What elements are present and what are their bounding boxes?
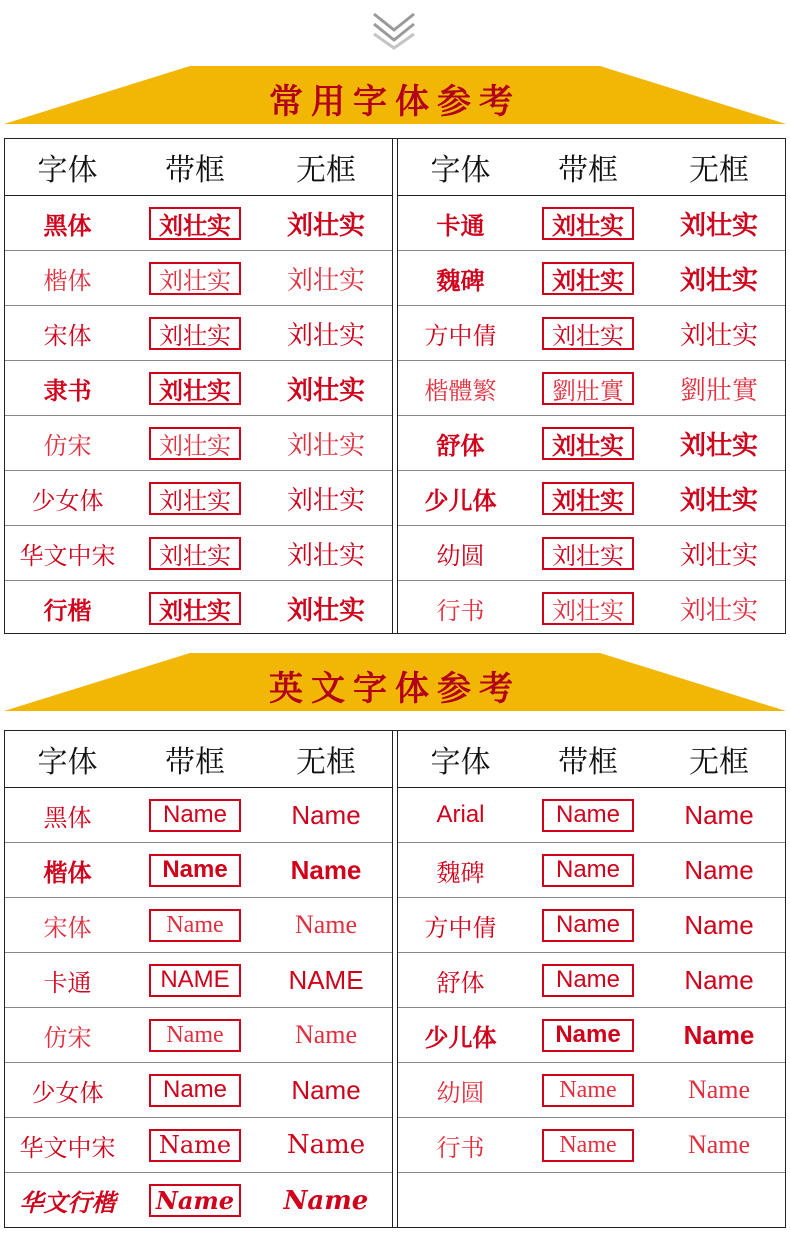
font-name: 方中倩 [424,914,497,942]
plain-sample-cell [653,361,785,415]
english-fonts-table [4,730,786,1228]
header-font: 字体 [37,745,98,780]
font-name: 楷体 [43,268,92,295]
boxed-sample-cell [523,1008,653,1062]
font-sample-row [398,1118,785,1173]
boxed-sample: Name [149,854,241,887]
font-name: 卡通 [436,212,485,240]
font-name-cell [5,788,130,842]
boxed-sample: Name [542,854,634,887]
plain-sample: Name [684,909,754,940]
font-sample-row [398,581,785,636]
boxed-sample: 刘壮实 [149,427,241,460]
boxed-sample: 刘壮实 [149,372,241,405]
font-sample-row [398,251,785,306]
plain-sample-cell [653,1118,785,1172]
plain-sample-cell [260,361,392,415]
font-name: 幼圆 [436,542,485,570]
font-sample-row [5,471,392,526]
boxed-sample-cell [523,953,653,1007]
boxed-sample-cell [523,581,653,636]
boxed-sample: 刘壮实 [149,537,241,570]
plain-sample-cell [653,581,785,636]
boxed-sample: 刘壮实 [542,207,634,240]
plain-sample: 刘壮实 [679,539,758,570]
plain-sample: 刘壮实 [679,596,758,625]
font-name: 舒体 [436,969,485,997]
plain-sample-cell [260,843,392,897]
boxed-sample-cell [523,196,653,250]
plain-sample-cell [653,1063,785,1117]
font-sample-row [398,1063,785,1118]
plain-sample-cell [653,526,785,580]
boxed-sample-cell [523,1063,653,1117]
font-name-cell [5,581,130,636]
plain-sample-cell [260,526,392,580]
font-name-cell [5,196,130,250]
font-sample-row [5,953,392,1008]
font-sample-row [5,361,392,416]
chinese-fonts-banner [0,64,790,126]
font-sample-row [5,788,392,843]
chinese-fonts-table [4,138,786,634]
header-plain: 无框 [296,745,356,780]
plain-sample: 刘壮实 [679,430,758,461]
boxed-sample-cell [523,526,653,580]
font-name-cell [398,306,523,360]
plain-sample: 刘壮实 [286,596,365,626]
plain-sample-cell [260,251,392,305]
font-name-cell [5,361,130,415]
header-plain: 无框 [689,153,749,188]
font-name: 黑体 [43,212,92,240]
plain-sample: Name [687,1075,751,1104]
header-font: 字体 [430,153,491,188]
boxed-sample: 刘壮实 [149,592,241,625]
english-table-right [398,731,785,1228]
plain-sample: 刘壮实 [286,484,365,515]
plain-sample-cell [653,788,785,842]
boxed-sample-cell [130,471,260,525]
chinese-fonts-title: 常用字体参考 [269,82,521,122]
chinese-table-left [5,139,392,636]
plain-sample-cell [653,196,785,250]
boxed-sample: Name [542,964,634,997]
english-fonts-banner [0,651,790,713]
font-sample-row [5,898,392,953]
double-chevron-down-icon [371,10,417,50]
plain-sample-cell [653,953,785,1007]
boxed-sample-cell [130,581,260,636]
font-name-cell [398,251,523,305]
plain-sample: 刘壮实 [679,319,758,350]
boxed-sample-cell [130,416,260,470]
font-name: 宋体 [43,915,92,942]
boxed-sample: 刘壮实 [149,207,241,240]
boxed-sample: Name [149,799,241,832]
boxed-sample: Name [149,1019,241,1052]
plain-sample: 刘壮实 [679,265,758,296]
font-name-cell [5,251,130,305]
font-name: 隶书 [43,375,92,405]
font-name: 行书 [436,1135,485,1162]
font-name: 行书 [436,599,485,625]
plain-sample-cell [260,898,392,952]
plain-sample: 刘壮实 [286,265,365,295]
font-name: 舒体 [436,430,485,460]
header-font: 字体 [430,745,491,780]
plain-sample: 刘壮实 [286,375,365,406]
boxed-sample-cell [523,843,653,897]
boxed-sample-cell [130,1173,260,1228]
boxed-sample: Name [542,1019,634,1052]
font-sample-row [5,1008,392,1063]
chinese-table-right [398,139,785,636]
plain-sample-cell [653,1008,785,1062]
font-name: 宋体 [43,321,92,350]
plain-sample: Name [290,854,362,885]
plain-sample-cell [260,416,392,470]
font-name-cell [5,1008,130,1062]
header-plain: 无框 [689,745,749,780]
plain-sample: 刘壮实 [286,540,365,571]
header-boxed: 带框 [558,153,618,188]
boxed-sample-cell [130,898,260,952]
boxed-sample: Name [542,1129,634,1162]
font-name: 方中倩 [424,322,497,350]
boxed-sample: Name [149,1074,241,1107]
font-name-cell [5,953,130,1007]
font-sample-row [5,1173,392,1228]
font-name-cell [5,843,130,897]
font-name-cell [5,1118,130,1172]
plain-sample: NAME [288,964,364,995]
boxed-sample-cell [523,898,653,952]
boxed-sample-cell [130,843,260,897]
boxed-sample-cell [130,1008,260,1062]
english-table-left [5,731,392,1228]
empty-row [398,1173,785,1228]
font-name-cell [398,416,523,470]
boxed-sample: Name [149,1184,241,1217]
plain-sample: 刘壮实 [286,320,365,351]
font-name-cell [5,526,130,580]
font-name-cell [5,306,130,360]
font-sample-row [398,416,785,471]
font-sample-row [5,1063,392,1118]
plain-sample: Name [291,1074,361,1105]
boxed-sample: Name [149,909,241,942]
boxed-sample: Name [149,1129,241,1162]
plain-sample-cell [653,251,785,305]
font-name: 少女体 [31,1079,104,1107]
font-sample-row [5,581,392,636]
plain-sample: 刘壮实 [286,209,365,240]
table-header-row [398,139,785,196]
font-name-cell [398,196,523,250]
font-name-cell [398,1008,523,1062]
font-name-cell [398,898,523,952]
boxed-sample: Name [542,1074,634,1107]
plain-sample: Name [684,799,754,830]
font-name-cell [398,471,523,525]
boxed-sample: 劉壯實 [542,372,634,405]
boxed-sample: 刘壮实 [542,427,634,460]
table-header-row [5,731,392,788]
font-sample-row [398,898,785,953]
plain-sample-cell [260,1008,392,1062]
plain-sample: Name [286,1130,366,1160]
boxed-sample-cell [130,251,260,305]
plain-sample-cell [653,416,785,470]
font-name: 华文行楷 [19,1188,116,1217]
font-sample-row [398,306,785,361]
font-sample-row [398,361,785,416]
font-sample-row [5,843,392,898]
font-name: 少儿体 [424,1024,497,1052]
plain-sample-cell [653,306,785,360]
boxed-sample-cell [130,526,260,580]
font-name: 行楷 [43,596,92,625]
plain-sample-cell [260,196,392,250]
font-name-cell [398,1063,523,1117]
boxed-sample-cell [130,306,260,360]
font-sample-row [5,526,392,581]
font-sample-row [398,953,785,1008]
font-name: 卡通 [43,969,92,997]
font-name: 少儿体 [424,487,497,515]
font-name-cell [5,416,130,470]
boxed-sample: 刘壮实 [542,317,634,350]
font-name-cell [5,898,130,952]
font-name-cell [5,1063,130,1117]
boxed-sample: 刘壮实 [149,262,241,295]
plain-sample: Name [684,964,754,995]
plain-sample: 劉壯實 [679,375,758,405]
boxed-sample: 刘壮实 [542,537,634,570]
plain-sample-cell [653,471,785,525]
font-name: 幼圆 [436,1080,485,1107]
plain-sample: Name [683,1019,755,1050]
plain-sample-cell [260,788,392,842]
font-name: 华文中宋 [19,1133,116,1162]
header-font: 字体 [37,153,98,188]
font-sample-row [5,251,392,306]
plain-sample: Name [687,1130,751,1159]
boxed-sample-cell [523,306,653,360]
boxed-sample-cell [523,788,653,842]
boxed-sample: Name [542,909,634,942]
boxed-sample-cell [523,361,653,415]
font-sample-row [398,196,785,251]
font-name: Arial [436,801,485,828]
font-name-cell [398,361,523,415]
font-name: 仿宋 [43,1025,92,1052]
font-name: 少女体 [31,487,104,515]
plain-sample: Name [294,1020,358,1049]
plain-sample-cell [260,581,392,636]
font-name-cell [398,843,523,897]
font-name: 魏碑 [436,265,485,295]
boxed-sample: 刘壮实 [149,482,241,515]
font-name: 华文中宋 [19,541,116,570]
plain-sample-cell [260,306,392,360]
plain-sample: Name [684,854,754,885]
boxed-sample: NAME [149,964,241,997]
plain-sample-cell [260,1063,392,1117]
boxed-sample: 刘壮实 [149,317,241,350]
boxed-sample-cell [130,788,260,842]
font-name-cell [398,1118,523,1172]
boxed-sample-cell [523,416,653,470]
table-header-row [398,731,785,788]
plain-sample: 刘壮实 [679,209,758,240]
font-sample-row [398,843,785,898]
font-name: 魏碑 [436,859,485,887]
boxed-sample-cell [130,196,260,250]
plain-sample-cell [653,898,785,952]
plain-sample-cell [260,1173,392,1228]
font-name: 仿宋 [43,433,92,460]
boxed-sample: 刘壮实 [542,592,634,625]
font-name-cell [398,526,523,580]
plain-sample: 刘壮实 [286,430,365,460]
table-header-row [5,139,392,196]
boxed-sample-cell [523,471,653,525]
plain-sample: Name [291,799,361,830]
header-plain: 无框 [296,153,356,188]
font-sample-row [5,1118,392,1173]
font-name-cell [5,471,130,525]
header-boxed: 带框 [558,745,618,780]
plain-sample-cell [260,953,392,1007]
plain-sample-cell [260,1118,392,1172]
plain-sample: Name [294,910,358,939]
boxed-sample-cell [130,953,260,1007]
english-fonts-title: 英文字体参考 [269,669,521,709]
boxed-sample-cell [523,1118,653,1172]
font-sample-row [5,416,392,471]
plain-sample: Name [283,1185,369,1216]
font-name-cell [5,1173,130,1228]
boxed-sample: 刘壮实 [542,262,634,295]
plain-sample: 刘壮实 [679,484,758,515]
font-name: 楷體繁 [424,378,497,405]
plain-sample-cell [653,843,785,897]
font-name: 楷体 [43,859,92,887]
font-sample-row [398,1008,785,1063]
font-name-cell [398,953,523,1007]
boxed-sample-cell [130,361,260,415]
font-sample-row [398,471,785,526]
font-name-cell [398,581,523,636]
font-sample-row [398,788,785,843]
font-sample-row [398,526,785,581]
boxed-sample-cell [130,1063,260,1117]
boxed-sample: 刘壮实 [542,482,634,515]
boxed-sample: Name [542,799,634,832]
boxed-sample-cell [523,251,653,305]
header-boxed: 带框 [165,153,225,188]
font-sample-row [5,196,392,251]
boxed-sample-cell [130,1118,260,1172]
font-name-cell [398,788,523,842]
font-sample-row [5,306,392,361]
header-boxed: 带框 [165,745,225,780]
plain-sample-cell [260,471,392,525]
font-name: 黑体 [43,804,92,832]
